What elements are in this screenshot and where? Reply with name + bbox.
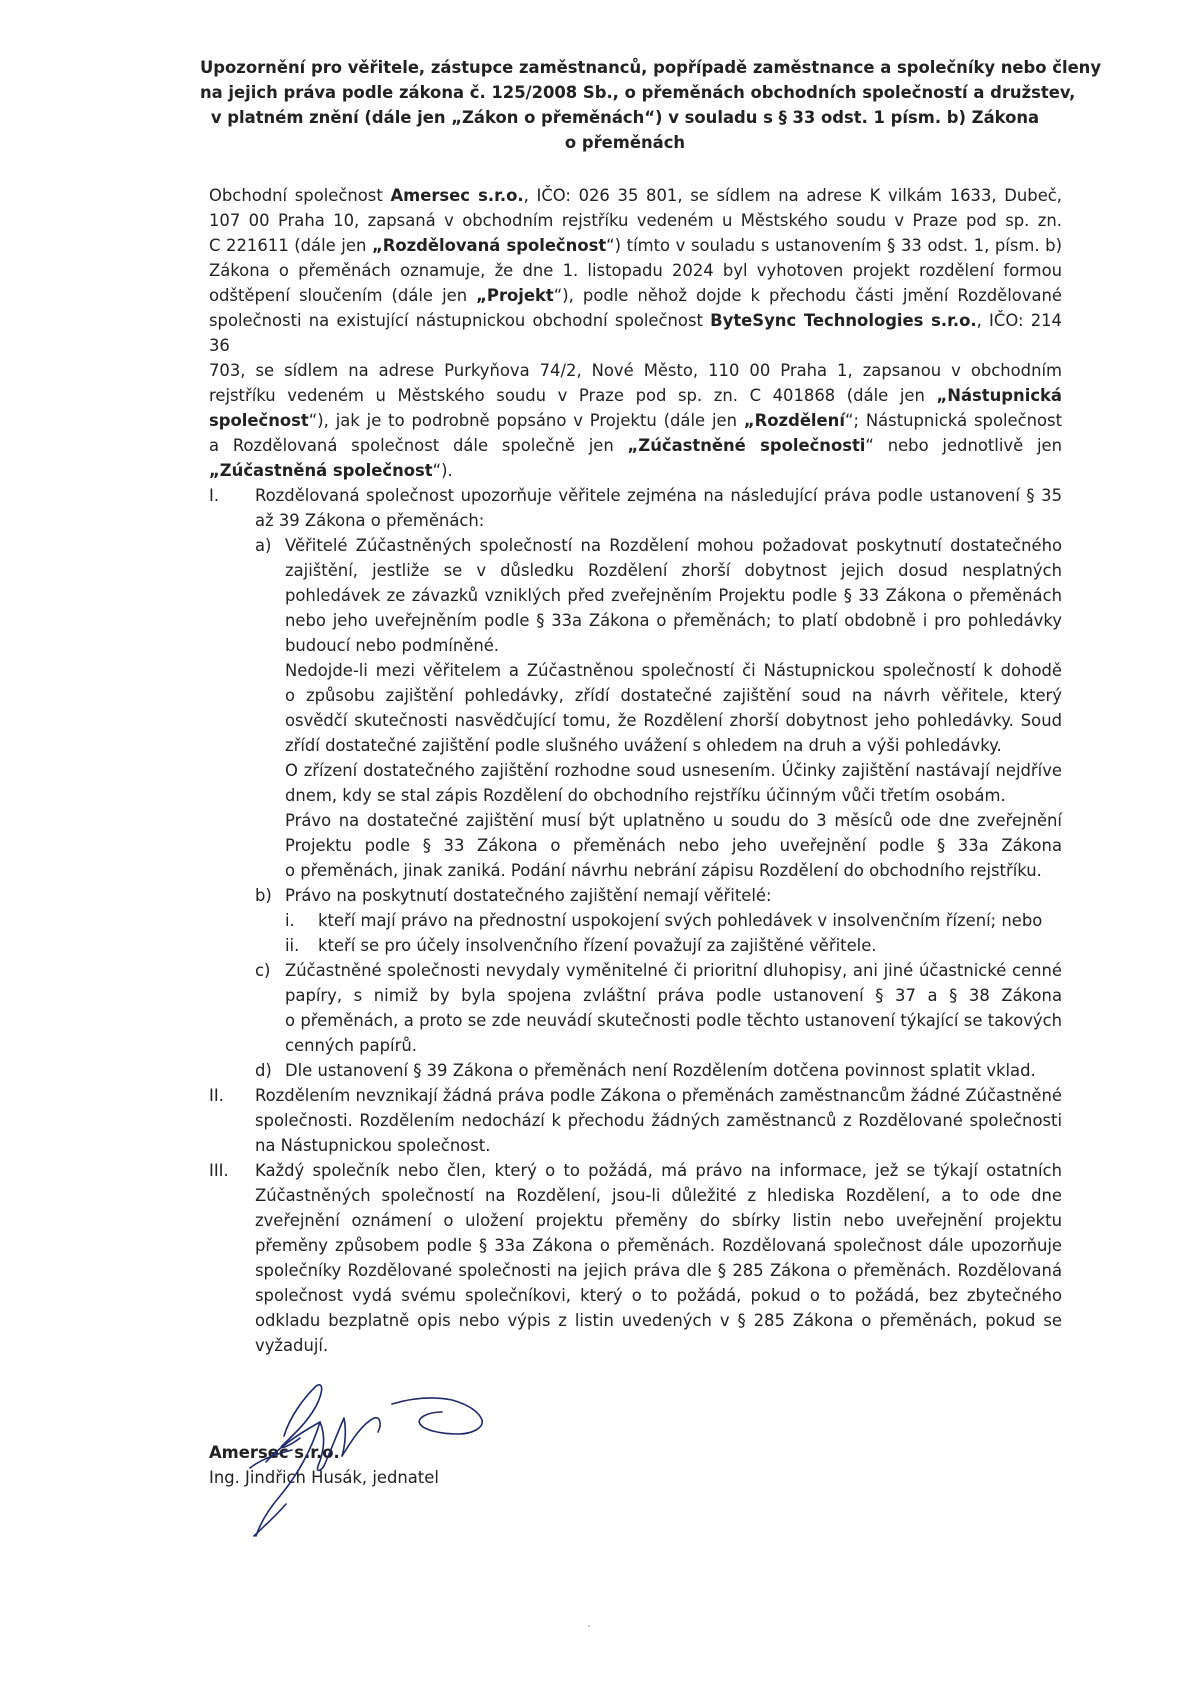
item-a-line: pohledávek ze závazků vzniklých před zveřejněním Projektu podle § 33 Zákona o přeměnách (285, 586, 1062, 605)
text-span: , IČO: 026 35 801, se sídlem na adrese K vilkám 1633, Dubeč, (523, 186, 1063, 205)
defined-term: „Projekt (476, 286, 554, 305)
text-span: “) tímto v souladu s ustanovením § 33 odst. 1, písm. b) (606, 236, 1062, 255)
text-span: “ nebo jednotlivě jen (865, 436, 1062, 455)
item-c-line: o přeměnách, a proto se zde neuvádí skutečnosti podle těchto ustanovení týkající se takových (285, 1011, 1062, 1030)
item-marker: ii. (285, 936, 300, 955)
item-a-line: budoucí nebo podmíněné. (285, 636, 500, 655)
section-3-line (209, 1283, 1062, 1308)
intro-line (209, 458, 1062, 483)
company-name: Amersec s.r.o. (390, 186, 524, 205)
text-span: přeměny způsobem podle § 33a Zákona o přeměnách. Rozdělovaná společnost dále upozorňuje (255, 1236, 1062, 1255)
defined-term: společnost (209, 411, 309, 430)
intro-line: 107 00 Praha 10, zapsaná v obchodním rejstříku vedeném u Městského soudu v Praze pod sp. zn. (209, 211, 1062, 230)
text-span: zveřejnění oznámení o uložení projektu přeměny do sbírky listin nebo uveřejnění projektu (255, 1211, 1062, 1230)
item-a-line: osvědčí skutečnosti nasvědčující tomu, že Rozdělení zhorší dobytnost jeho pohledávky. Soud (285, 711, 1062, 730)
section-3-line (209, 1258, 1062, 1283)
item-b-line (209, 883, 1062, 908)
item-marker: b) (255, 886, 272, 905)
text-span: Věřitelé Zúčastněných společností na Rozdělení mohou požadovat poskytnutí dostatečného (285, 536, 1062, 555)
text-span: “; Nástupnická společnost (844, 411, 1063, 430)
text-span: a Rozdělovaná společnost dále společně jen (209, 436, 628, 455)
text-span: rejstříku vedeném u Městského soudu v Praze pod sp. zn. C 401868 (dále jen (209, 386, 937, 405)
text-span: C 221611 (dále jen (209, 236, 372, 255)
section-marker: I. (209, 486, 220, 505)
text-span: Rozdělením nevznikají žádná práva podle Zákona o přeměnách zaměstnancům žádné Zúčastněné (255, 1086, 1062, 1105)
document-title (200, 55, 1102, 155)
text-span: společnost vydá svému společníkovi, který o to požádá, pokud o to požádá, bez zbytečného (255, 1286, 1062, 1305)
item-a-line: o způsobu zajištění pohledávky, zřídí dostatečné zajištění soud na návrh věřitele, který (285, 686, 1062, 705)
text-span: Obchodní společnost (209, 186, 391, 205)
signatory-name: Ing. Jindřich Husák, jednatel (209, 1468, 439, 1487)
title-line: na jejich práva podle zákona č. 125/2008 Sb., o přeměnách obchodních společností a družstev, (200, 83, 1076, 102)
intro-line: 703, se sídlem na adrese Purkyňova 74/2, Nové Město, 110 00 Praha 1, zapsanou v obchodním (209, 361, 1062, 380)
item-marker: a) (255, 536, 272, 555)
item-a-line: dnem, kdy se stal zápis Rozdělení do obchodního rejstříku účinným vůči třetím osobám. (285, 786, 1006, 805)
intro-line (209, 233, 1062, 258)
text-span: Zúčastněných společností na Rozdělení, jsou-li důležité z hlediska Rozdělení, a to ode dne (255, 1186, 1062, 1205)
text-span: odkladu bezplatně opis nebo výpis z listin uvedených v § 285 Zákona o přeměnách, pokud se (255, 1311, 1062, 1330)
item-a-line: O zřízení dostatečného zajištění rozhodne soud usnesením. Účinky zajištění nastávají nejdříve (285, 761, 1062, 780)
section-2-line (209, 1083, 1062, 1108)
section-3-line (209, 1208, 1062, 1233)
text-span: společnosti. Rozdělením nedochází k přechodu žádných zaměstnanců z Rozdělované společnosti (255, 1111, 1062, 1130)
section-marker: II. (209, 1086, 224, 1105)
section-marker: III. (209, 1161, 229, 1180)
item-a-line (209, 533, 1062, 558)
signature-company: Amersec s.r.o. (209, 1443, 340, 1462)
title-line: o přeměnách (564, 133, 686, 152)
defined-term: „Rozdělení (743, 411, 845, 430)
item-a-line: Právo na dostatečné zajištění musí být uplatněno u soudu do 3 měsíců ode dne zveřejnění (285, 811, 1062, 830)
intro-line (209, 383, 1062, 408)
text-span: Rozdělovaná společnost upozorňuje věřitele zejména na následující práva podle ustanovení § 35 (255, 486, 1062, 505)
section-3-line (209, 1183, 1062, 1208)
company-name: ByteSync Technologies s.r.o. (710, 311, 977, 330)
text-span: společníky Rozdělované společnosti na jejich práva dle § 285 Zákona o přeměnách. Rozdělovaná (255, 1261, 1062, 1280)
item-a-line: nebo jeho uveřejněním podle § 33a Zákona o přeměnách; to platí obdobně i pro pohledávky (285, 611, 1062, 630)
section-3-line (209, 1308, 1062, 1333)
text-span: kteří se pro účely insolvenčního řízení považují za zajištěné věřitele. (318, 936, 877, 955)
intro-line (209, 183, 1062, 208)
intro-line (209, 308, 1062, 358)
title-line: v platném znění (dále jen „Zákon o přeměnách“) v souladu s § 33 odst. 1 písm. b) Zákona (210, 108, 1040, 127)
defined-term: „Rozdělovaná společnost (371, 236, 607, 255)
text-span: na Nástupnickou společnost. (255, 1136, 491, 1155)
text-span: Právo na poskytnutí dostatečného zajištění nemají věřitelé: (285, 886, 772, 905)
text-span: Dle ustanovení § 39 Zákona o přeměnách není Rozdělením dotčena povinnost splatit vklad. (285, 1061, 1036, 1080)
item-a-line: o přeměnách, jinak zaniká. Podání návrhu nebrání zápisu Rozdělení do obchodního rejstříku. (285, 861, 1042, 880)
section-2-line (209, 1133, 1062, 1158)
intro-line (209, 408, 1062, 433)
item-marker: c) (255, 961, 271, 980)
text-span: společnosti na existující nástupnickou obchodní společnost (209, 311, 711, 330)
text-span: kteří mají právo na přednostní uspokojení svých pohledávek v insolvenčním řízení; nebo (318, 911, 1043, 930)
handwritten-signature (220, 1376, 520, 1546)
item-a-line: Nedojde-li mezi věřitelem a Zúčastněnou společností či Nástupnickou společností k dohodě (285, 661, 1062, 680)
item-a-line: zajištění, jestliže se v důsledku Rozdělení zhorší dobytnost jejich dosud nesplatných (285, 561, 1062, 580)
section-1-line (209, 483, 1062, 508)
section-1-line (209, 508, 1062, 533)
text-span: až 39 Zákona o přeměnách: (255, 511, 485, 530)
title-line: Upozornění pro věřitele, zástupce zaměstnanců, popřípadě zaměstnance a společníky nebo členy (200, 58, 1102, 77)
section-3-line (209, 1233, 1062, 1258)
item-a-line: zřídí dostatečné zajištění podle slušného uvážení s ohledem na druh a výši pohledávky. (285, 736, 1002, 755)
text-span: “). (432, 461, 453, 480)
item-b-i-line (209, 908, 1062, 933)
item-marker: d) (255, 1061, 272, 1080)
item-c-line (209, 958, 1062, 983)
intro-line (209, 433, 1062, 458)
item-b-ii-line (209, 933, 1062, 958)
document-body (209, 183, 1062, 1358)
section-2-line (209, 1108, 1062, 1133)
item-marker: i. (285, 911, 295, 930)
defined-term: „Zúčastněné společnosti (627, 436, 866, 455)
text-span: vyžadují. (255, 1336, 329, 1355)
intro-line (209, 283, 1062, 308)
section-3-line (209, 1158, 1062, 1183)
item-c-line: papíry, s nimiž by byla spojena zvláštní práva podle ustanovení § 37 a § 38 Zákona (285, 986, 1062, 1005)
section-3-line (209, 1333, 1062, 1358)
scan-speck (588, 1625, 590, 1627)
text-span: Zúčastněné společnosti nevydaly vyměnitelné či prioritní dluhopisy, ani jiné účastnické cenné (285, 961, 1062, 980)
intro-line: Zákona o přeměnách oznamuje, že dne 1. listopadu 2024 byl vyhotoven projekt rozdělení formou (209, 261, 1062, 280)
item-c-line: cenných papírů. (285, 1036, 417, 1055)
text-span: odštěpení sloučením (dále jen (209, 286, 477, 305)
text-span: “), podle něhož dojde k přechodu části jmění Rozdělované (553, 286, 1062, 305)
defined-term: „Zúčastněná společnost (209, 461, 433, 480)
text-span: “), jak je to podrobně popsáno v Projektu (dále jen (308, 411, 744, 430)
text-span: Každý společník nebo člen, který o to požádá, má právo na informace, jež se týkají ostatních (255, 1161, 1062, 1180)
item-d-line (209, 1058, 1062, 1083)
text-span: , IČO: 214 36 (209, 311, 1062, 355)
item-a-line: Projektu podle § 33 Zákona o přeměnách nebo jeho uveřejnění podle § 33a Zákona (285, 836, 1062, 855)
defined-term: „Nástupnická (936, 386, 1062, 405)
